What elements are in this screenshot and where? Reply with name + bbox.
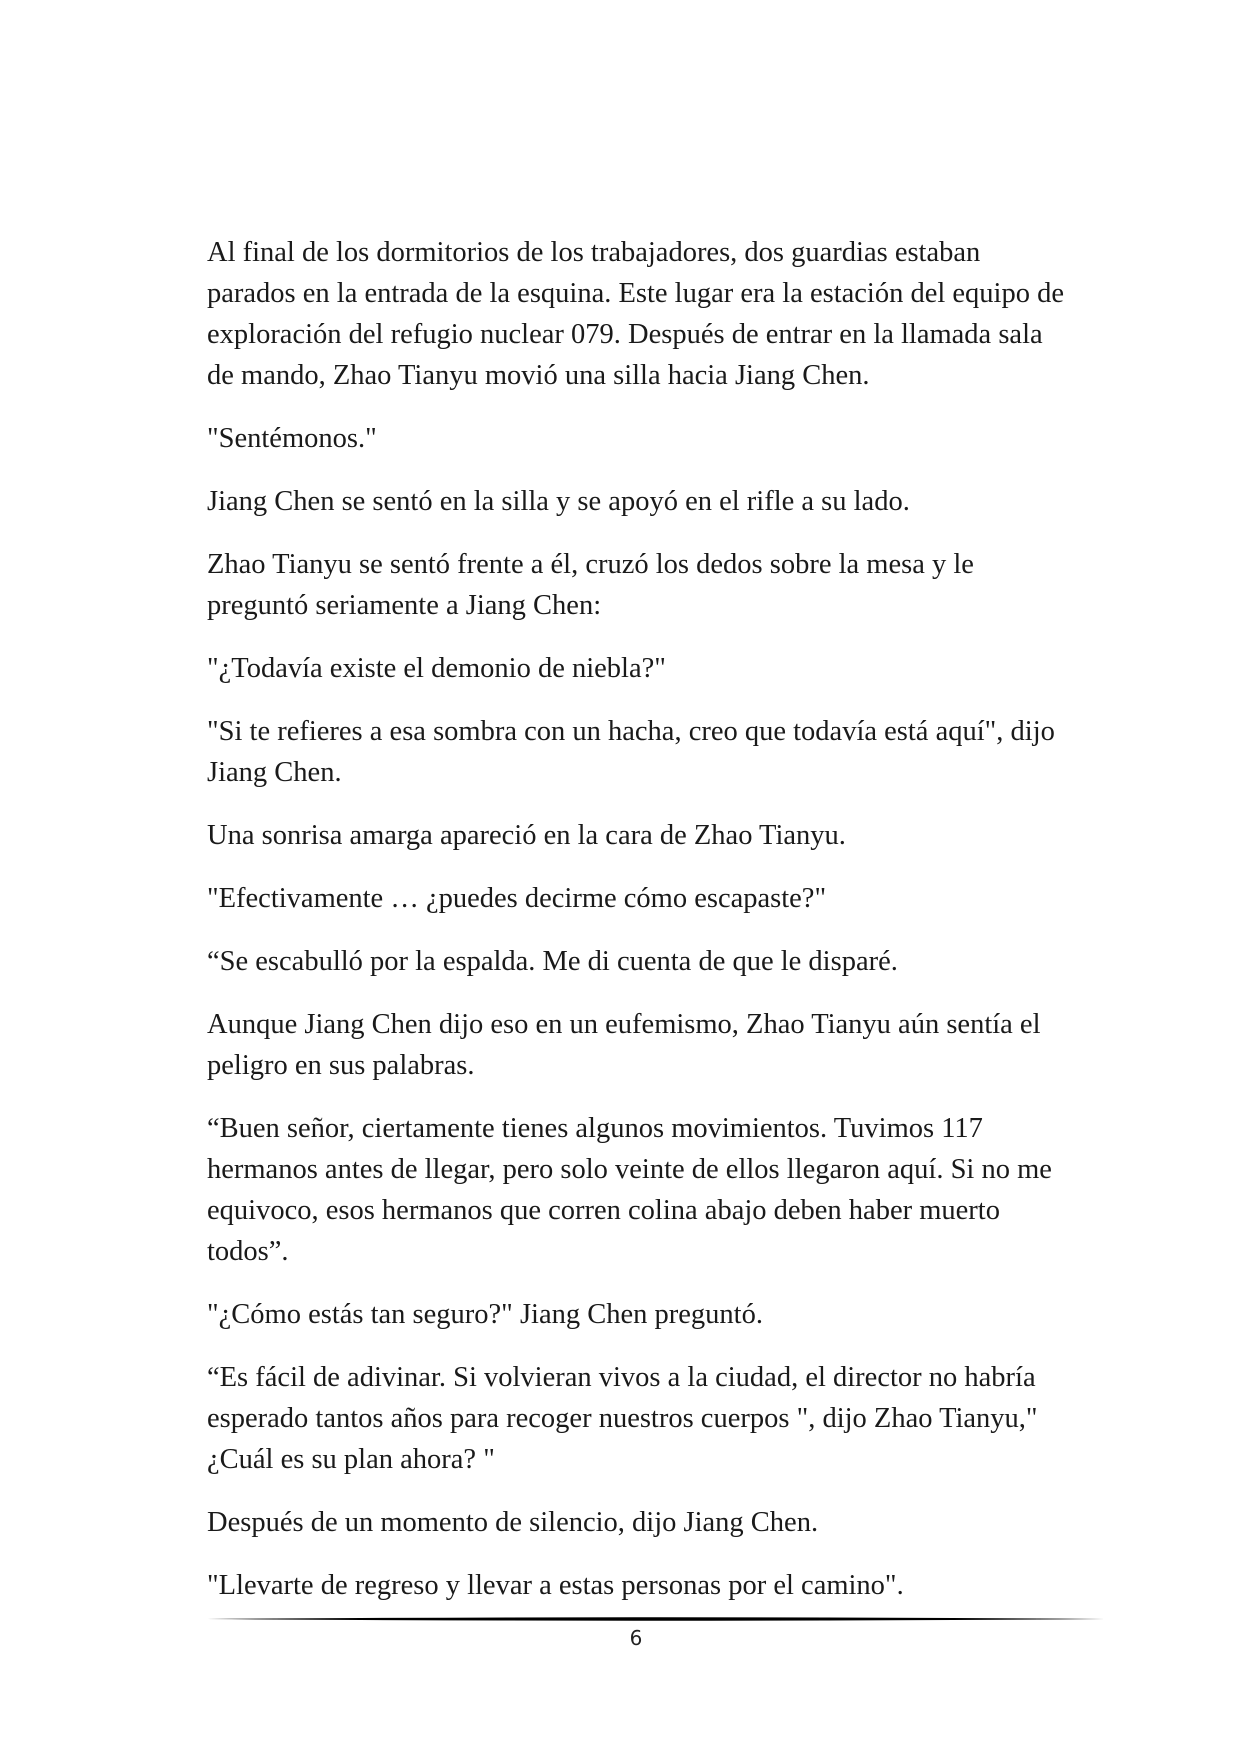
paragraph: Jiang Chen se sentó en la silla y se apoyó en el rifle a su lado. — [207, 486, 910, 517]
paragraph: Aunque Jiang Chen dijo eso en un eufemismo, Zhao Tianyu aún sentía el peligro en sus palabras. — [207, 1009, 1041, 1081]
paragraph: “Buen señor, ciertamente tienes algunos movimientos. Tuvimos 117 hermanos antes de llegar, pero solo veinte de ellos llegaron aquí. Si no me equivoco, esos hermanos que corren colina abajo deben haber muerto todos”. — [207, 1113, 1052, 1267]
paragraph: "Llevarte de regreso y llevar a estas personas por el camino". — [207, 1570, 904, 1601]
paragraph: “Es fácil de adivinar. Si volvieran vivos a la ciudad, el director no habría esperado tantos años para recoger nuestros cuerpos ", dijo Zhao Tianyu," ¿Cuál es su plan ahora? " — [207, 1362, 1038, 1475]
paragraph: "¿Todavía existe el demonio de niebla?" — [207, 653, 666, 684]
paragraph: Al final de los dormitorios de los trabajadores, dos guardias estaban parados en la entrada de la esquina. Este lugar era la estación del equipo de exploración del refugio nuclear 079. Después de entrar en la llamada sala de mando, Zhao Tianyu movió una silla hacia Jiang Chen. — [207, 237, 1065, 391]
paragraph: "Si te refieres a esa sombra con un hacha, creo que todavía está aquí", dijo Jiang Chen. — [207, 716, 1055, 788]
paragraph: Después de un momento de silencio, dijo Jiang Chen. — [207, 1507, 819, 1538]
page-number: 6 — [629, 1626, 643, 1650]
paragraph: "¿Cómo estás tan seguro?" Jiang Chen preguntó. — [207, 1299, 763, 1330]
paragraph: "Sentémonos." — [207, 423, 377, 454]
paragraph: "Efectivamente … ¿puedes decirme cómo escapaste?" — [207, 883, 827, 914]
footer-divider — [207, 1614, 1105, 1624]
paragraph: Una sonrisa amarga apareció en la cara de Zhao Tianyu. — [207, 820, 846, 851]
paragraph: Zhao Tianyu se sentó frente a él, cruzó los dedos sobre la mesa y le preguntó seriamente a Jiang Chen: — [207, 549, 974, 621]
page-body — [207, 232, 1069, 1628]
paragraph: “Se escabulló por la espalda. Me di cuenta de que le disparé. — [207, 946, 898, 977]
